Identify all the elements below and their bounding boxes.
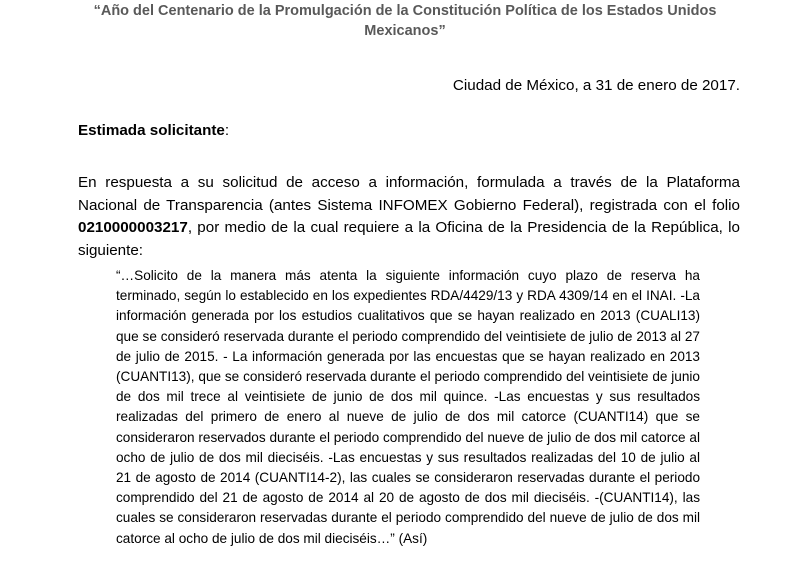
intro-text-part2: , por medio de la cual requiere a la Oficina de la Presidencia de la República, lo siguiente: [78,219,740,259]
quoted-request: “…Solicito de la manera más atenta la siguiente información cuyo plazo de reserva ha terminado, según lo establecido en los expedientes RDA/4429/13 y RDA 4309/14 en el INAI. -La información generada por los estudios cualitativos que se hayan realizado en 2013 (CUALI13) que se consideró reservada durante el periodo comprendido del veintisiete de julio de 2013 al 27 de julio de 2015. - La información generada por las encuestas que se hayan realizado en 2013 (CUANTI13), que se consideró reservada durante el periodo comprendido del veintisiete de junio de dos mil trece al veintisiete de junio de dos mil quince. -Las encuestas y sus resultados realizadas del primero de enero al nueve de julio de dos mil catorce (CUANTI14) que se consideraron reservados durante el periodo comprendido del nueve de julio de dos mil catorce al ocho de julio de dos mil dieciséis. -Las encuestas y sus resultados realizadas del 10 de julio al 21 de agosto de 2014 (CUANTI14-2), las cuales se consideraron reservadas durante el periodo comprendido del 21 de agosto de 2014 al 20 de agosto de dos mil dieciséis. -(CUANTI14), las cuales se consideraron reservadas durante el periodo comprendido del nueve de julio de dos mil catorce al ocho de julio de dos mil dieciséis…” (Así) [116,268,700,546]
header-motto: “Año del Centenario de la Promulgación de la Constitución Política de los Estados Unidos Mexicanos” [93,3,717,39]
folio-number: 0210000003217 [78,219,188,236]
greeting-text: Estimada solicitante [78,122,225,139]
intro-text-part1: En respuesta a su solicitud de acceso a información, formulada a través de la Plataforma Nacional de Transparencia (antes Sistema INFOMEX Gobierno Federal), registrada con el folio [78,174,740,214]
greeting [78,121,229,141]
intro-paragraph [78,172,740,262]
greeting-colon: : [224,122,230,139]
date-line: Ciudad de México, a 31 de enero de 2017. [452,77,740,94]
